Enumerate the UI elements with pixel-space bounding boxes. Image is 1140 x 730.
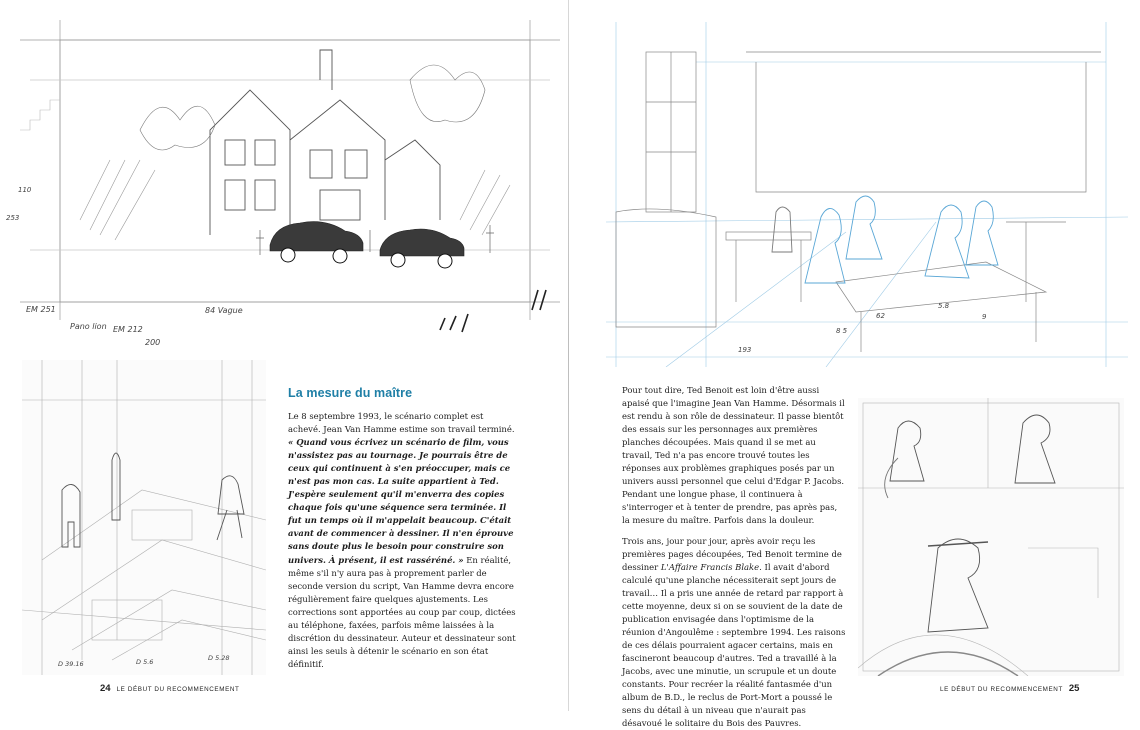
sketch-note-pano: Pano lion [70, 322, 107, 331]
characters-sketch-drawing [858, 398, 1124, 676]
sketch-note-em251: EM 251 [26, 305, 56, 314]
right-paragraph-1: Pour tout dire, Ted Benoit est loin d'être aussi apaisé que l'imagine Jean Van Hamme. Désormais il est rendu à son rôle de dessinateur. Il passe bientôt des essais sur les personnages aux premières planches découpées. Mais quand il se met au travail, Ted n'a pas encore trouvé toutes les réponses aux problèmes graphiques posés par un univers aussi personnel que celui d'Edgar P. Jacobs. Pendant une longue phase, il continuera à s'interroger et à tenter de prendre, pas après pas, la mesure du maître. Parfois dans la douleur. [622, 385, 845, 526]
sketch-note-200: 200 [145, 338, 161, 347]
folio-label-left: LE DÉBUT DU RECOMMENCEMENT [116, 686, 240, 693]
right-para2-a: Trois ans, jour pour jour, après avoir reçu les premières pages découpées, Ted Benoit termine de dessiner [622, 535, 842, 572]
left-rest-text: En réalité, même s'il n'y aura pas à proprement parler de seconde version du script, Van Hamme devra encore régulièrement faire quelques ajustements. Les corrections sont apportées au coup par coup, dictées au téléphone, faxées, parfois même laissées à la discrétion du dessinateur. Auteur et dessinateur sont ainsi les seuls à détenir le scénario en son état définitif. [288, 554, 516, 669]
sketch-note-em212: EM 212 [113, 325, 143, 334]
folio-label-right: LE DÉBUT DU RECOMMENCEMENT [940, 686, 1063, 693]
right-paragraph-2 [622, 535, 847, 730]
room-sketch-drawing [22, 360, 266, 675]
sketch-room-interior [22, 360, 266, 675]
album-title: L'Affaire Francis Blake [660, 561, 760, 572]
left-body-text [288, 410, 518, 671]
page-number-right: 25 [1068, 683, 1080, 694]
manor-sketch-drawing [20, 20, 560, 350]
sketch-note-58: 5.8 [938, 302, 950, 310]
sketch-note-110: 110 [18, 186, 32, 194]
sketch-note-d528: D 5.28 [208, 654, 230, 662]
page-number-left: 24 [100, 683, 111, 694]
left-paragraph [288, 410, 518, 671]
sketch-diner-scene [606, 22, 1128, 367]
sketch-note-d56: D 5.6 [136, 658, 154, 666]
section-title: La mesure du maître [288, 386, 413, 400]
folio-right [940, 683, 1079, 694]
right-body-text [622, 384, 847, 730]
sketch-note-85: 8 5 [836, 327, 848, 335]
left-intro-text: Le 8 septembre 1993, le scénario complet est achevé. Jean Van Hamme estime son travail terminé. [288, 411, 515, 435]
sketch-manor-house [20, 20, 560, 350]
sketch-characters [858, 398, 1124, 676]
diner-sketch-drawing [606, 22, 1128, 367]
van-hamme-quote: « Quand vous écrivez un scénario de film, vous n'assistez pas au tournage. Je pourrais être de ceux qui continuent à s'en préoccuper, mais ce n'est pas mon cas. La suite appartient à Ted. J'espère seulement qu'il m'enverra des copies chaque fois qu'une séquence sera terminée. Il fut un temps où il m'appelait beaucoup. C'était avant de commencer à dessiner. Il n'en éprouve sans doute plus le besoin pour construire son univers. À présent, il est rasséréné. » [288, 437, 514, 565]
sketch-note-9: 9 [982, 313, 987, 321]
sketch-note-vue: 84 Vague [205, 306, 243, 315]
sketch-note-d3916: D 39.16 [58, 660, 84, 668]
sketch-note-253: 253 [6, 214, 20, 222]
right-para2-b: . Il avait d'abord calculé qu'une planche nécessiterait sept jours de travail… Il a pris une année de retard par rapport à cette moyenne, deux si on se souvient de la date de publication envisagée dans l'optimisme de la réunion d'Angoulême : septembre 1994. Les raisons de ces délais pourraient agacer certains, mais en fascineront beaucoup d'autres. Ted a travaillé à la Jacobs, avec une minutie, un scrupule et un doute constants. Pour recréer la réalité fantasmée d'un album de B.D., le reclus de Port-Mort a poussé le sens du détail à un niveau que n'aurait pas désavoué le solitaire du Bois des Pauvres. [622, 561, 846, 729]
sketch-note-193: 193 [738, 346, 752, 354]
sketch-note-62: 62 [876, 312, 885, 320]
folio-left [100, 683, 239, 694]
page-gutter [568, 0, 569, 711]
